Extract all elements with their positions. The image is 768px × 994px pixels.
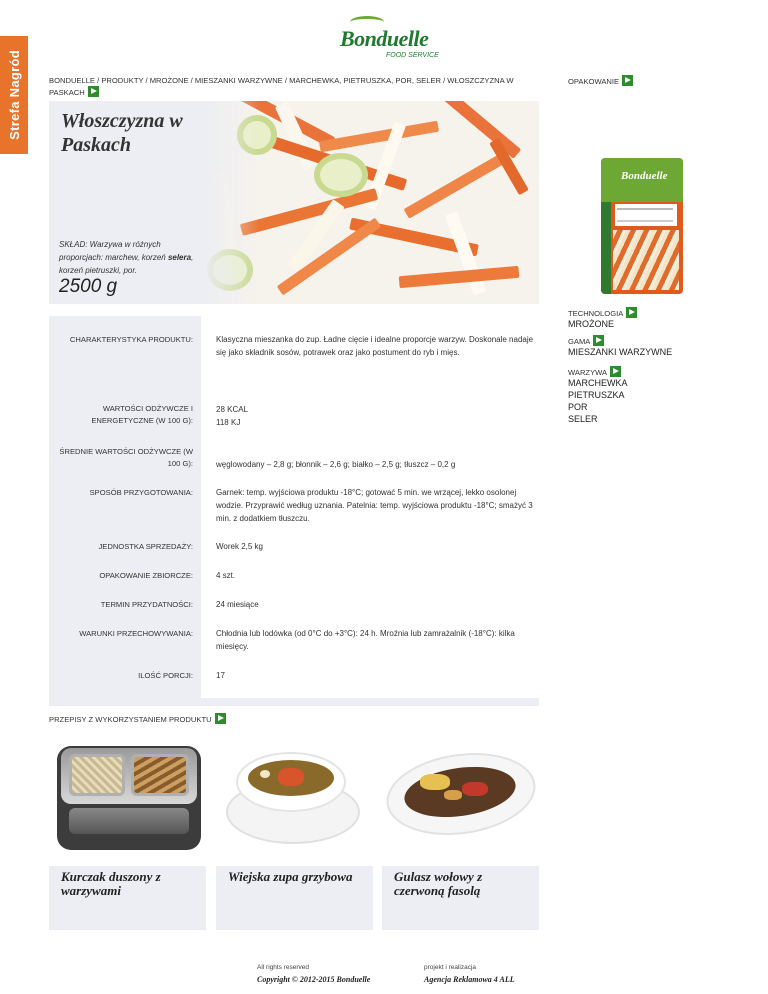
spec-value: Klasyczna mieszanka do zup. Ładne cięcie i idealne proporcje warzyw. Doskonale nadaje się jako składnik sosów, potrawek oraz jako postument do ryb i mięs.: [216, 335, 534, 357]
spec-value: 118 KJ: [216, 418, 241, 427]
strefa-nagrod-tab[interactable]: [0, 36, 28, 154]
product-package-image[interactable]: [601, 158, 683, 294]
spec-label: SPOSÓB PRZYGOTOWANIA:: [89, 488, 193, 497]
spec-label: CHARAKTERYSTYKA PRODUKTU:: [69, 335, 193, 344]
product-weight: 2500 g: [59, 276, 118, 297]
recipe-name[interactable]: Kurczak duszony z warzywami: [61, 869, 161, 898]
spec-label: OPAKOWANIE ZBIORCZE:: [99, 571, 193, 580]
spec-value: 4 szt.: [216, 571, 236, 580]
spec-value: 17: [216, 671, 225, 680]
recipe-photo[interactable]: [382, 724, 539, 866]
spec-value: Garnek: temp. wyjściowa produktu -18°C; gotować 5 min. we wrzącej, lekko osolonej wodzie. Przyprawić według uznania. Patelnia: temp. wyjściowa produktu -18°C; smażyć 3 min. z dodatkiem tłuszczu.: [216, 488, 533, 523]
technologia-group[interactable]: [568, 307, 698, 330]
technologia-arrow-icon[interactable]: [626, 307, 637, 318]
spec-value: Worek 2,5 kg: [216, 542, 263, 551]
footer-projekt: projekt i realizacja: [424, 964, 477, 971]
warzywa-value[interactable]: SELER: [568, 414, 598, 424]
recipe-name[interactable]: Wiejska zupa grzybowa: [228, 869, 353, 884]
spec-label: TERMIN PRZYDATNOŚCI:: [100, 600, 193, 609]
recipes-arrow-icon[interactable]: [215, 713, 226, 724]
gama-group[interactable]: [568, 335, 698, 358]
gama-label[interactable]: GAMA: [568, 337, 591, 346]
product-composition: SKŁAD: Warzywa w różnych proporcjach: marchew, korzeń selera, korzeń pietruszki, por.: [59, 240, 194, 275]
gama-value[interactable]: MIESZANKI WARZYWNE: [568, 347, 673, 357]
warzywa-value[interactable]: MARCHEWKA: [568, 378, 628, 388]
footer-agency-link[interactable]: Agencja Reklamowa 4 ALL: [424, 975, 515, 984]
gama-arrow-icon[interactable]: [593, 335, 604, 346]
recipe-card-gulasz[interactable]: [382, 724, 539, 930]
recipes-heading[interactable]: [49, 713, 226, 724]
logo-wordmark: Bonduelle: [340, 26, 429, 51]
warzywa-value[interactable]: PIETRUSZKA: [568, 390, 625, 400]
footer-copyright: Copyright © 2012-2015 Bonduelle: [257, 975, 371, 984]
technologia-label[interactable]: TECHNOLOGIA: [568, 309, 624, 318]
spec-label: WARTOŚCI ODŻYWCZE I ENERGETYCZNE (W 100 G):: [91, 404, 193, 425]
recipe-card-kurczak[interactable]: [49, 724, 206, 930]
breadcrumb-arrow-icon[interactable]: [88, 86, 99, 97]
packaging-link-label[interactable]: OPAKOWANIE: [568, 77, 620, 86]
warzywa-label[interactable]: WARZYWA: [568, 368, 608, 377]
recipes-heading-label[interactable]: PRZEPISY Z WYKORZYSTANIEM PRODUKTU: [49, 715, 212, 724]
strefa-nagrod-label: Strefa Nagród: [6, 50, 22, 140]
breadcrumb[interactable]: [49, 75, 539, 98]
spec-label: WARUNKI PRZECHOWYWANIA:: [79, 629, 193, 638]
warzywa-value[interactable]: POR: [568, 402, 588, 412]
spec-label: JEDNOSTKA SPRZEDAŻY:: [98, 542, 193, 551]
product-hero: [49, 101, 539, 304]
package-logo: Bonduelle: [621, 170, 668, 182]
packaging-arrow-icon[interactable]: [622, 75, 633, 86]
spec-value: Chłodnia lub lodówka (od 0°C do +3°C): 24 h. Mroźnia lub zamrażalnik (-18°C): kilka miesięcy.: [216, 629, 515, 651]
warzywa-arrow-icon[interactable]: [610, 366, 621, 377]
spec-value: węglowodany – 2,8 g; błonnik – 2,6 g; białko – 2,5 g; tłuszcz – 0,2 g: [216, 460, 456, 469]
recipe-photo[interactable]: [216, 724, 373, 866]
spec-value: 24 miesiące: [216, 600, 259, 609]
warzywa-group[interactable]: [568, 366, 698, 425]
recipe-card-zupa[interactable]: [216, 724, 373, 930]
recipe-photo[interactable]: [49, 724, 206, 866]
bonduelle-logo[interactable]: [336, 14, 439, 60]
spec-label: ŚREDNIE WARTOŚCI ODŻYWCZE (W 100 G):: [59, 447, 193, 468]
footer-rights: All rights reserved: [257, 964, 310, 971]
specs-label-column: [49, 316, 201, 706]
packaging-link[interactable]: [568, 75, 633, 86]
technologia-value[interactable]: MROŻONE: [568, 319, 614, 329]
spec-label: ILOŚĆ PORCJI:: [138, 671, 193, 680]
breadcrumb-text[interactable]: BONDUELLE / PRODUKTY / MROŻONE / MIESZANKI WARZYWNE / MARCHEWKA, PIETRUSZKA, POR, SELER / WŁOSZCZYZNA W PASKACH: [49, 76, 514, 97]
logo-subtitle: FOOD SERVICE: [386, 52, 439, 59]
recipe-name[interactable]: Gulasz wołowy z czerwoną fasolą: [394, 869, 483, 898]
product-title: Włoszczyzna w Paskach: [61, 110, 183, 156]
spec-value: 28 KCAL: [216, 405, 249, 414]
